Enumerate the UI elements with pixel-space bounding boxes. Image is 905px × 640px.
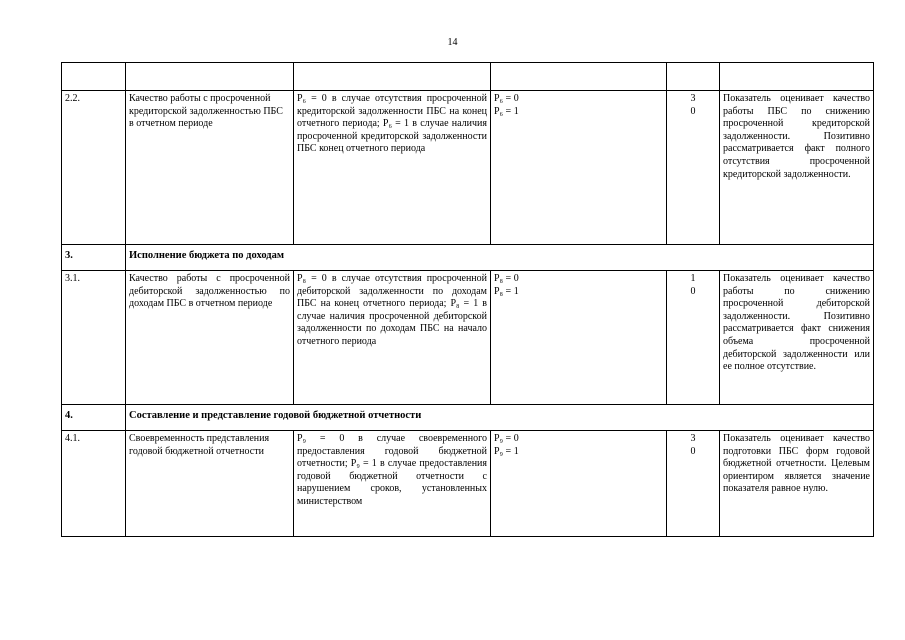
section-row <box>62 405 874 431</box>
indicator-formula: P₆ = 0 в случае отсутствия просроченной кредиторской задолженности ПБС на конец отчетного периода; P₆ = 1 в случае наличия просроченной кредиторской задолженности ПБС конец отчетного периода <box>294 91 491 245</box>
section-row <box>62 245 874 271</box>
header-cell <box>720 63 874 91</box>
table-row <box>62 271 874 405</box>
indicator-name: Своевременность представления годовой бюджетной отчетности <box>126 431 294 537</box>
points-line: 1 <box>690 273 696 284</box>
indicator-values <box>491 91 667 245</box>
value-line: P₉ = 0 <box>494 433 519 444</box>
indicator-comment: Показатель оценивает качество подготовки ПБС форм годовой бюджетной отчетности. Целевым ориентиром является значение показателя равное нулю. <box>720 431 874 537</box>
header-cell <box>667 63 720 91</box>
indicator-name: Качество работы с просроченной дебиторской задолженностью по доходам ПБС в отчетном периоде <box>126 271 294 405</box>
indicator-points <box>667 91 720 245</box>
points-line: 3 <box>690 93 696 104</box>
page-number: 14 <box>447 37 458 48</box>
indicators-table <box>61 62 874 537</box>
value-line: P₆ = 0 <box>494 93 519 104</box>
table-header-row <box>62 63 874 91</box>
value-line: P₆ = 1 <box>494 105 519 117</box>
points-line: 0 <box>690 285 696 297</box>
indicator-formula: P₉ = 0 в случае своевременного предоставления годовой бюджетной отчетности; P₉ = 1 в случае предоставления годовой бюджетной отчетности с нарушением сроков, установленных министерством <box>294 431 491 537</box>
indicator-values <box>491 431 667 537</box>
row-number: 3.1. <box>62 271 126 405</box>
section-number: 4. <box>62 405 126 431</box>
section-number: 3. <box>62 245 126 271</box>
row-number: 4.1. <box>62 431 126 537</box>
indicator-values <box>491 271 667 405</box>
value-line: P₉ = 1 <box>494 445 519 457</box>
table-row <box>62 91 874 245</box>
indicator-comment: Показатель оценивает качество работы по снижению просроченной дебиторской задолженности. Позитивно рассматривается факт снижения объема просроченной дебиторской задолженности или ее полное отсутствие. <box>720 271 874 405</box>
header-cell <box>62 63 126 91</box>
indicator-comment: Показатель оценивает качество работы ПБС по снижению просроченной кредиторской задолженности. Позитивно рассматривается факт полного отсутствия просроченной кредиторской задолженности. <box>720 91 874 245</box>
header-cell <box>294 63 491 91</box>
value-line: P₈ = 0 <box>494 273 519 284</box>
section-title: Исполнение бюджета по доходам <box>126 245 874 271</box>
indicator-points <box>667 271 720 405</box>
points-line: 3 <box>690 433 696 444</box>
header-cell <box>491 63 667 91</box>
indicator-points <box>667 431 720 537</box>
value-line: P₈ = 1 <box>494 285 519 297</box>
row-number: 2.2. <box>62 91 126 245</box>
table-row <box>62 431 874 537</box>
points-line: 0 <box>690 445 696 457</box>
indicator-name: Качество работы с просроченной кредиторской задолженностью ПБС в отчетном периоде <box>126 91 294 245</box>
indicator-formula: P₈ = 0 в случае отсутствия просроченной дебиторской задолженности по доходам ПБС на конец отчетного периода; P₈ = 1 в случае наличия просроченной дебиторской задолженности по доходам ПБС на начало отчетного периода <box>294 271 491 405</box>
points-line: 0 <box>690 105 696 117</box>
section-title: Составление и представление годовой бюджетной отчетности <box>126 405 874 431</box>
header-cell <box>126 63 294 91</box>
